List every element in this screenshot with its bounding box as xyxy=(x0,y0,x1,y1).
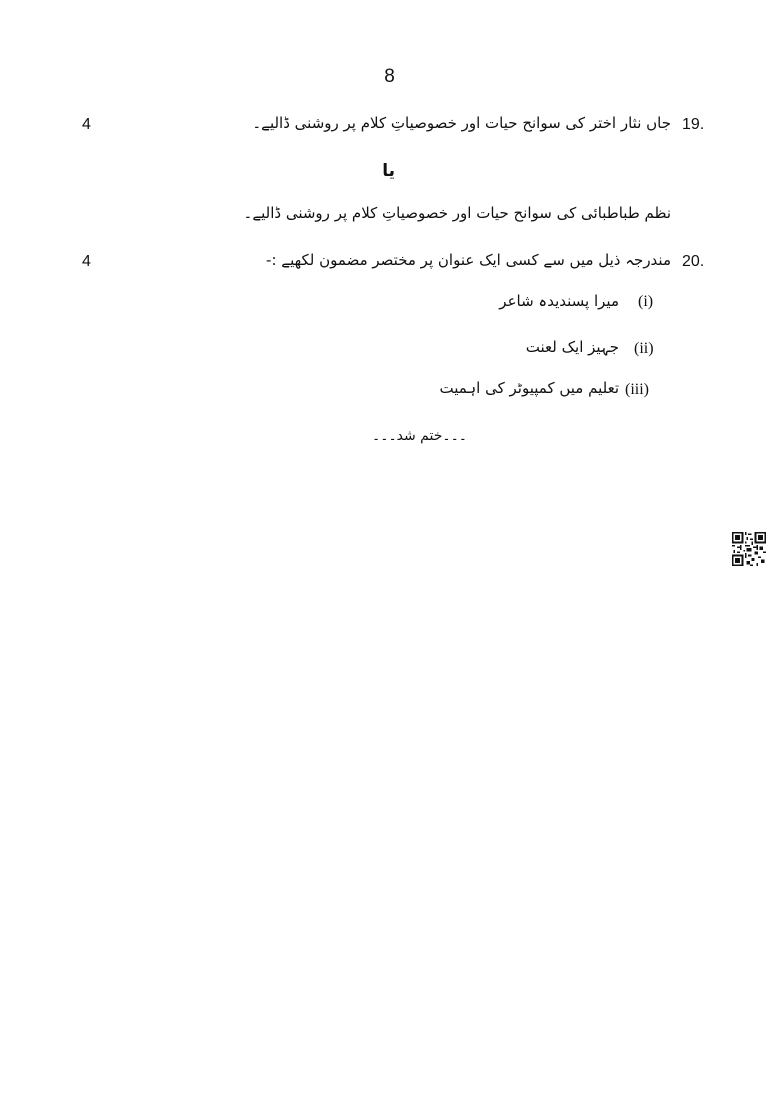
option-iii-label: (iii) xyxy=(625,381,649,398)
or-label: یا xyxy=(382,161,395,181)
question-19-text: جاں نثار اختر کی سوانح حیات اور خصوصیاتِ کلام پر روشنی ڈالیے۔ xyxy=(252,114,671,132)
option-i-text: میرا پسندیدہ شاعر xyxy=(499,292,619,310)
question-20-text: مندرجہ ذیل میں سے کسی ایک عنوان پر مختصر مضمون لکھیے :- xyxy=(266,251,671,269)
option-ii-label: (ii) xyxy=(634,340,654,357)
question-20-number: 20. xyxy=(682,253,705,270)
question-20-marks: 4 xyxy=(82,253,91,270)
option-ii-text: جہیز ایک لعنت xyxy=(525,338,619,356)
question-19-number: 19. xyxy=(682,116,705,133)
option-iii-text: تعلیم میں کمپیوٹر کی اہمیت xyxy=(439,379,619,397)
qr-code-icon xyxy=(732,532,766,566)
end-of-paper: ۔۔۔ختم شد۔۔۔ xyxy=(372,428,467,444)
option-i-label: (i) xyxy=(638,293,654,310)
question-19-marks: 4 xyxy=(82,116,91,133)
page-number: 8 xyxy=(384,66,395,87)
question-19-alt-text: نظم طباطبائی کی سوانح حیات اور خصوصیاتِ کلام پر روشنی ڈالیے۔ xyxy=(243,204,671,222)
